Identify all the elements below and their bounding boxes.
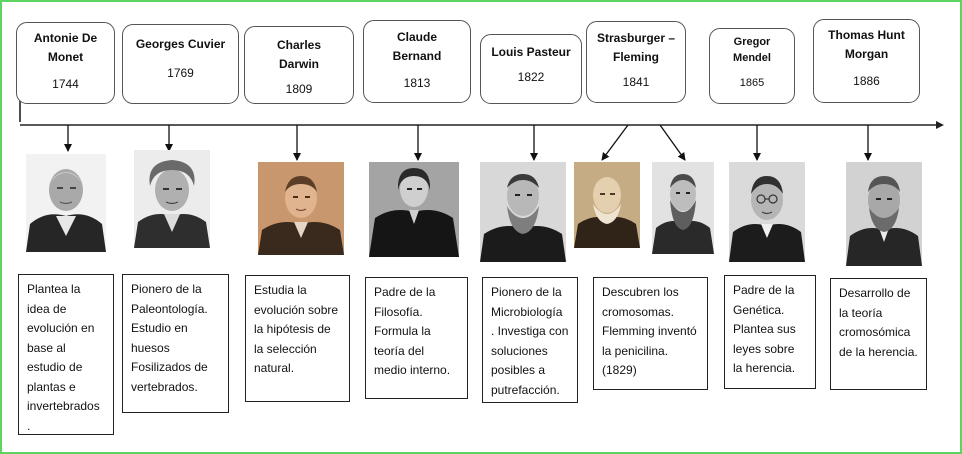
scientist-year: 1769 <box>167 66 194 80</box>
description-box-bernand: Padre de la Filosofía. Formula la teoría del medio interno. <box>365 277 468 399</box>
name-box-monet <box>16 22 115 104</box>
portrait-fleming <box>652 162 714 254</box>
scientist-name: Gregor Mendel <box>733 36 771 64</box>
scientist-name: Georges Cuvier <box>135 37 226 51</box>
portrait-monet <box>26 154 106 252</box>
portrait-strasburger <box>574 162 640 248</box>
scientist-name: Thomas Hunt Morgan <box>828 28 905 61</box>
name-box-darwin <box>244 26 354 104</box>
scientist-year: 1841 <box>622 75 650 89</box>
name-box-mendel <box>709 28 795 104</box>
name-box-cuvier <box>122 24 239 104</box>
scientist-name: Antonie De Monet <box>33 31 98 64</box>
arrow-strasburger <box>602 125 628 160</box>
description-box-darwin: Estudia la evolución sobre la hipótesis de la selección natural. <box>245 275 350 402</box>
description-box-monet: Plantea la idea de evolución en base al estudio de plantas e invertebrados . <box>18 274 114 435</box>
scientist-name: Claude Bernand <box>392 30 442 63</box>
scientist-year: 1865 <box>739 77 765 89</box>
scientist-name: Strasburger – Fleming <box>596 31 676 64</box>
description-box-mendel: Padre de la Genética. Plantea sus leyes sobre la herencia. <box>724 275 816 389</box>
scientist-year: 1822 <box>517 70 545 84</box>
arrow-fleming <box>660 125 685 160</box>
portrait-cuvier <box>134 150 210 248</box>
description-box-cuvier: Pionero de la Paleontología. Estudio en huesos Fosilizados de vertebrados. <box>122 274 229 413</box>
name-box-bernand <box>363 20 471 103</box>
timeline-arrowhead <box>936 121 944 129</box>
description-box-strasburger-fleming: Descubren los cromosomas. Flemming inventó la penicilina. (1829) <box>593 277 708 390</box>
scientist-name: Louis Pasteur <box>491 45 571 59</box>
scientist-name: Charles Darwin <box>276 38 322 71</box>
description-box-morgan: Desarrollo de la teoría cromosómica de la herencia. <box>830 278 927 390</box>
name-box-pasteur <box>480 34 582 104</box>
portrait-pasteur <box>480 162 566 262</box>
scientist-year: 1886 <box>853 74 880 88</box>
portrait-morgan <box>846 162 922 266</box>
scientist-year: 1809 <box>285 82 313 96</box>
name-box-morgan <box>813 19 920 103</box>
description-box-pasteur: Pionero de la Microbiología . Investiga con soluciones posibles a putrefacción. <box>482 277 578 403</box>
name-box-strasburger-fleming <box>586 21 686 103</box>
scientist-year: 1744 <box>52 77 79 91</box>
portrait-bernand <box>369 162 459 257</box>
portrait-mendel <box>729 162 805 262</box>
scientist-year: 1813 <box>403 76 431 90</box>
portrait-darwin <box>258 162 344 255</box>
